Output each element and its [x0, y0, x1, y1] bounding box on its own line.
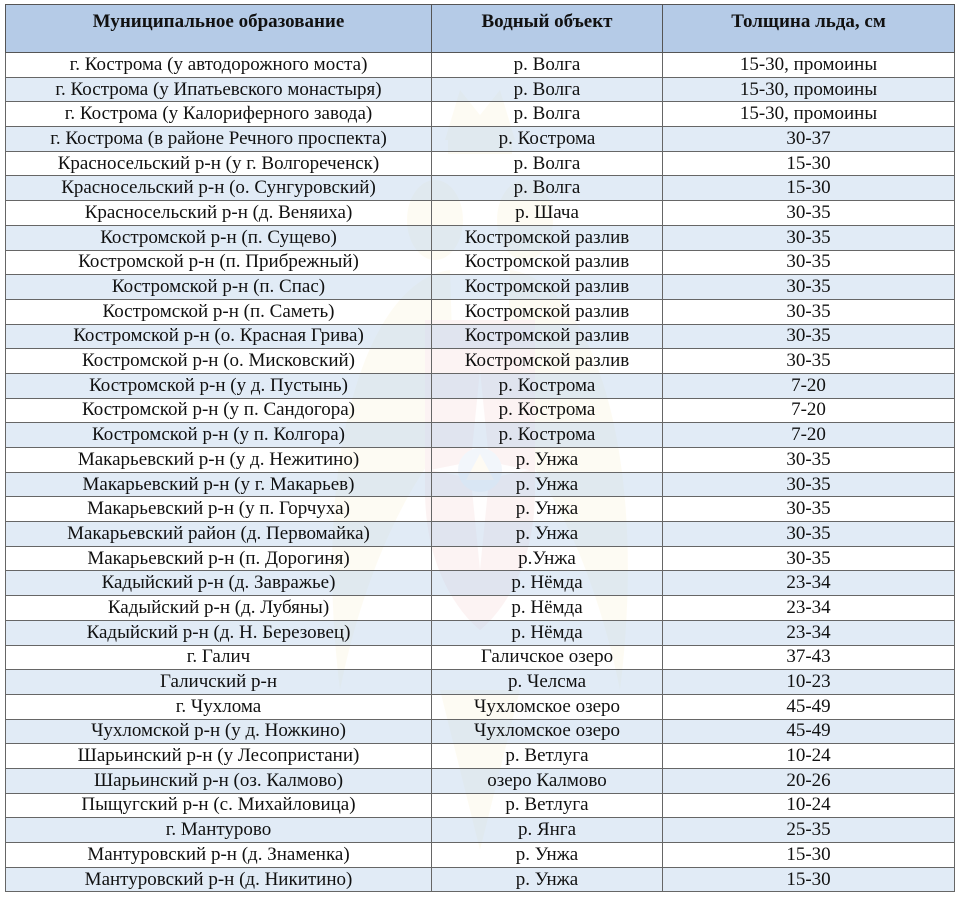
table-row [6, 324, 955, 349]
cell-ice-thickness: 7-20 [663, 398, 955, 423]
cell-ice-thickness: 30-35 [663, 275, 955, 300]
cell-municipality: Красносельский р-н (у г. Волгореченск) [6, 151, 432, 176]
cell-ice-thickness: 30-35 [663, 497, 955, 522]
cell-water-body: р. Унжа [432, 522, 663, 547]
cell-water-body: Чухломское озеро [432, 694, 663, 719]
cell-ice-thickness: 23-34 [663, 571, 955, 596]
table-row [6, 645, 955, 670]
cell-municipality: Костромской р-н (у п. Сандогора) [6, 398, 432, 423]
cell-municipality: Красносельский р-н (о. Сунгуровский) [6, 176, 432, 201]
table-row [6, 275, 955, 300]
table-row [6, 546, 955, 571]
cell-ice-thickness: 30-35 [663, 522, 955, 547]
cell-municipality: Костромской р-н (у д. Пустынь) [6, 373, 432, 398]
cell-ice-thickness: 37-43 [663, 645, 955, 670]
cell-municipality: Костромской р-н (о. Мисковский) [6, 349, 432, 374]
table-row [6, 768, 955, 793]
cell-municipality: Макарьевский район (д. Первомайка) [6, 522, 432, 547]
table-row [6, 151, 955, 176]
cell-municipality: г. Кострома (у Ипатьевского монастыря) [6, 77, 432, 102]
cell-ice-thickness: 30-35 [663, 250, 955, 275]
cell-ice-thickness: 10-23 [663, 670, 955, 695]
cell-municipality: Костромской р-н (п. Прибрежный) [6, 250, 432, 275]
cell-municipality: Костромской р-н (у п. Колгора) [6, 423, 432, 448]
cell-ice-thickness: 30-35 [663, 349, 955, 374]
cell-water-body: р. Волга [432, 102, 663, 127]
cell-ice-thickness: 30-35 [663, 472, 955, 497]
cell-water-body: Галичское озеро [432, 645, 663, 670]
cell-ice-thickness: 30-35 [663, 299, 955, 324]
cell-water-body: р. Ветлуга [432, 744, 663, 769]
cell-water-body: Чухломское озеро [432, 719, 663, 744]
cell-water-body: р. Ветлуга [432, 793, 663, 818]
table-row [6, 127, 955, 152]
cell-ice-thickness: 30-35 [663, 201, 955, 226]
cell-municipality: Красносельский р-н (д. Веняиха) [6, 201, 432, 226]
cell-ice-thickness: 30-35 [663, 546, 955, 571]
cell-municipality: Кадыйский р-н (д. Н. Березовец) [6, 620, 432, 645]
table-row [6, 472, 955, 497]
cell-water-body: Костромской разлив [432, 250, 663, 275]
table-row [6, 176, 955, 201]
header-municipality: Муниципальное образование [6, 5, 432, 53]
table-row [6, 53, 955, 78]
cell-ice-thickness: 30-35 [663, 225, 955, 250]
cell-water-body: р. Нёмда [432, 620, 663, 645]
cell-municipality: Макарьевский р-н (п. Дорогиня) [6, 546, 432, 571]
cell-water-body: р. Кострома [432, 398, 663, 423]
cell-ice-thickness: 15-30 [663, 843, 955, 868]
table-row [6, 670, 955, 695]
table-row [6, 694, 955, 719]
table-row [6, 448, 955, 473]
cell-water-body: озеро Калмово [432, 768, 663, 793]
table-row [6, 744, 955, 769]
table-row [6, 102, 955, 127]
cell-water-body: р. Кострома [432, 423, 663, 448]
cell-municipality: Макарьевский р-н (у г. Макарьев) [6, 472, 432, 497]
cell-municipality: Чухломской р-н (у д. Ножкино) [6, 719, 432, 744]
cell-water-body: р. Челсма [432, 670, 663, 695]
table-row [6, 423, 955, 448]
cell-municipality: Шарьинский р-н (у Лесопристани) [6, 744, 432, 769]
cell-ice-thickness: 15-30 [663, 867, 955, 892]
cell-municipality: Кадыйский р-н (д. Завражье) [6, 571, 432, 596]
table-row [6, 225, 955, 250]
cell-ice-thickness: 15-30 [663, 176, 955, 201]
table-row [6, 843, 955, 868]
cell-ice-thickness: 45-49 [663, 719, 955, 744]
cell-ice-thickness: 10-24 [663, 793, 955, 818]
cell-water-body: р. Унжа [432, 843, 663, 868]
cell-municipality: Костромской р-н (п. Саметь) [6, 299, 432, 324]
table-row [6, 250, 955, 275]
cell-ice-thickness: 7-20 [663, 373, 955, 398]
cell-ice-thickness: 15-30, промоины [663, 77, 955, 102]
cell-municipality: Костромской р-н (п. Сущево) [6, 225, 432, 250]
cell-water-body: р. Волга [432, 53, 663, 78]
table-row [6, 299, 955, 324]
cell-water-body: р. Волга [432, 176, 663, 201]
cell-ice-thickness: 30-37 [663, 127, 955, 152]
table-row [6, 349, 955, 374]
table-row [6, 398, 955, 423]
cell-water-body: р. Шача [432, 201, 663, 226]
table-row [6, 373, 955, 398]
header-water-body: Водный объект [432, 5, 663, 53]
cell-ice-thickness: 23-34 [663, 620, 955, 645]
table-row [6, 596, 955, 621]
table-row [6, 620, 955, 645]
cell-water-body: Костромской разлив [432, 349, 663, 374]
cell-municipality: г. Чухлома [6, 694, 432, 719]
cell-ice-thickness: 15-30, промоины [663, 102, 955, 127]
table-header-row [6, 5, 955, 53]
cell-ice-thickness: 45-49 [663, 694, 955, 719]
cell-water-body: р. Кострома [432, 127, 663, 152]
table-row [6, 818, 955, 843]
table-row [6, 793, 955, 818]
table-row [6, 201, 955, 226]
table-row [6, 497, 955, 522]
cell-water-body: р. Волга [432, 151, 663, 176]
cell-water-body: р. Унжа [432, 867, 663, 892]
cell-water-body: р. Волга [432, 77, 663, 102]
cell-municipality: г. Кострома (у Калориферного завода) [6, 102, 432, 127]
cell-municipality: Костромской р-н (п. Спас) [6, 275, 432, 300]
cell-ice-thickness: 23-34 [663, 596, 955, 621]
cell-water-body: Костромской разлив [432, 225, 663, 250]
table-row [6, 522, 955, 547]
cell-ice-thickness: 25-35 [663, 818, 955, 843]
cell-water-body: р. Унжа [432, 472, 663, 497]
cell-water-body: Костромской разлив [432, 324, 663, 349]
cell-water-body: Костромской разлив [432, 275, 663, 300]
cell-ice-thickness: 30-35 [663, 324, 955, 349]
table-row [6, 867, 955, 892]
cell-municipality: Костромской р-н (о. Красная Грива) [6, 324, 432, 349]
cell-municipality: г. Кострома (в районе Речного проспекта) [6, 127, 432, 152]
cell-ice-thickness: 30-35 [663, 448, 955, 473]
header-ice-thickness: Толщина льда, см [663, 5, 955, 53]
table-row [6, 719, 955, 744]
cell-water-body: р. Нёмда [432, 596, 663, 621]
cell-municipality: Шарьинский р-н (оз. Калмово) [6, 768, 432, 793]
cell-water-body: р.Унжа [432, 546, 663, 571]
cell-ice-thickness: 7-20 [663, 423, 955, 448]
cell-municipality: Мантуровский р-н (д. Никитино) [6, 867, 432, 892]
cell-municipality: Мантуровский р-н (д. Знаменка) [6, 843, 432, 868]
cell-municipality: Макарьевский р-н (у д. Нежитино) [6, 448, 432, 473]
cell-water-body: р. Нёмда [432, 571, 663, 596]
cell-water-body: Костромской разлив [432, 299, 663, 324]
ice-thickness-table [5, 4, 955, 892]
cell-water-body: р. Унжа [432, 497, 663, 522]
cell-water-body: р. Кострома [432, 373, 663, 398]
cell-municipality: г. Кострома (у автодорожного моста) [6, 53, 432, 78]
cell-ice-thickness: 10-24 [663, 744, 955, 769]
cell-municipality: Пыщугский р-н (с. Михайловица) [6, 793, 432, 818]
cell-municipality: Макарьевский р-н (у п. Горчуха) [6, 497, 432, 522]
table-row [6, 77, 955, 102]
cell-municipality: г. Мантурово [6, 818, 432, 843]
table-row [6, 571, 955, 596]
cell-municipality: Галичский р-н [6, 670, 432, 695]
cell-ice-thickness: 15-30 [663, 151, 955, 176]
cell-municipality: г. Галич [6, 645, 432, 670]
cell-ice-thickness: 15-30, промоины [663, 53, 955, 78]
cell-municipality: Кадыйский р-н (д. Лубяны) [6, 596, 432, 621]
cell-ice-thickness: 20-26 [663, 768, 955, 793]
cell-water-body: р. Янга [432, 818, 663, 843]
cell-water-body: р. Унжа [432, 448, 663, 473]
